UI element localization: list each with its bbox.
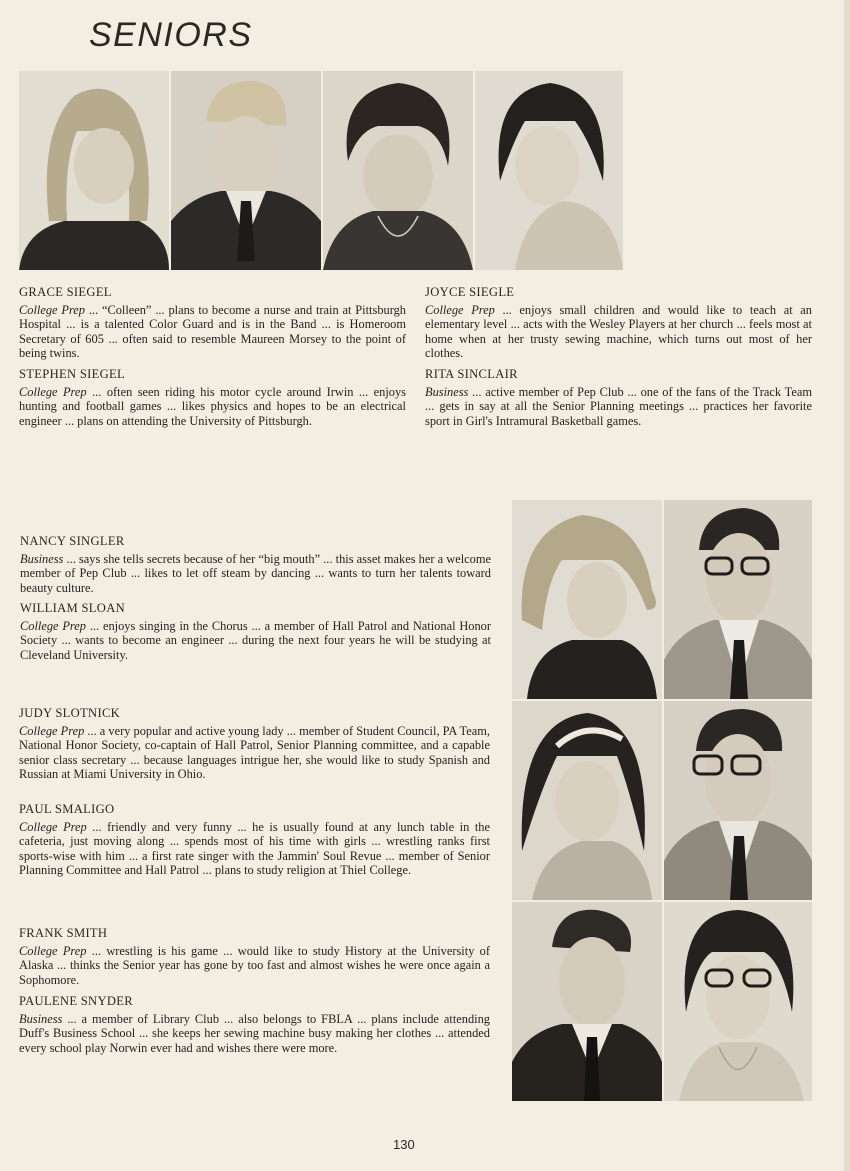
student-name: JUDY SLOTNICK bbox=[19, 706, 121, 720]
course-label: Business bbox=[425, 384, 469, 399]
student-entry-william-sloan bbox=[20, 601, 491, 662]
student-name: NANCY SINGLER bbox=[20, 534, 125, 548]
portrait-grace-siegel bbox=[19, 71, 169, 270]
student-entry-frank-smith bbox=[19, 926, 490, 987]
course-label: College Prep bbox=[19, 302, 85, 317]
portrait-rita-sinclair bbox=[475, 71, 623, 270]
student-details: ... often seen riding his motor cycle around Irwin ... enjoys hunting and football games ... likes physics and hopes to be an electrical engineer ... plans on attending the University of Pittsburgh. bbox=[19, 384, 406, 428]
portrait-paulene-snyder bbox=[664, 902, 812, 1101]
portrait-stephen-siegel bbox=[171, 71, 321, 270]
student-name: STEPHEN SIEGEL bbox=[19, 367, 125, 381]
portrait-frank-smith bbox=[512, 902, 662, 1101]
student-details: ... a member of Library Club ... also belongs to FBLA ... plans include attending Duff's Business School ... she keeps her sewing machine busy making her clothes ... attended every school play Norwin ever had and wishes there were more. bbox=[19, 1011, 490, 1055]
portrait-william-sloan bbox=[664, 500, 812, 699]
student-details: ... friendly and very funny ... he is usually found at any lunch table in the cafeteria, just moving along ... spends most of his time with girls ... wrestling ranks first sports-wise with him ... a first rate singer with the Jammin' Soul Revue ... member of Senior Planning Committee and Hall Patrol ... plans to study religion at Thiel College. bbox=[19, 819, 490, 878]
student-entry-paul-smaligo bbox=[19, 802, 490, 878]
student-description bbox=[19, 303, 406, 361]
student-entry-joyce-siegle bbox=[425, 285, 812, 361]
portrait-nancy-singler bbox=[512, 500, 662, 699]
student-description bbox=[20, 619, 491, 663]
student-details: ... wrestling is his game ... would like to study History at the University of Alaska ... thinks the Senior year has gone by too fast and almost wishes he were once again a Sophomore. bbox=[19, 943, 491, 987]
student-details: ... “Colleen” ... plans to become a nurse and train at Pittsburgh Hospital ... is a talented Color Guard and is in the Band ... is Homeroom Secretary of 605 ... often said to resemble Maureen Morsey to the point of being twins. bbox=[19, 302, 406, 361]
student-name: JOYCE SIEGLE bbox=[425, 285, 515, 299]
student-details: ... enjoys singing in the Chorus ... a member of Hall Patrol and National Honor Society ... wants to become an engineer ... during the next four years he will be studying at Cleveland University. bbox=[20, 618, 491, 662]
portrait-joyce-siegle bbox=[323, 71, 473, 270]
student-entry-rita-sinclair bbox=[425, 367, 812, 428]
student-details: ... active member of Pep Club ... one of the fans of the Track Team ... gets in say at all the Senior Planning meetings ... practices her favorite sport in Girl's Intramural Basketball games. bbox=[425, 384, 812, 428]
student-description bbox=[19, 724, 490, 782]
student-entry-stephen-siegel bbox=[19, 367, 406, 428]
page-edge bbox=[844, 0, 850, 1171]
student-entry-nancy-singler bbox=[20, 534, 491, 595]
student-name: PAUL SMALIGO bbox=[19, 802, 115, 816]
page-number: 130 bbox=[393, 1137, 415, 1152]
student-name: RITA SINCLAIR bbox=[425, 367, 518, 381]
student-name: GRACE SIEGEL bbox=[19, 285, 112, 299]
student-entry-grace-siegel bbox=[19, 285, 406, 361]
course-label: College Prep bbox=[19, 819, 87, 834]
course-label: Business bbox=[20, 551, 64, 566]
portrait-paul-smaligo bbox=[664, 701, 812, 900]
student-entry-judy-slotnick bbox=[19, 706, 490, 782]
student-entry-paulene-snyder bbox=[19, 994, 490, 1055]
course-label: College Prep bbox=[19, 723, 85, 738]
student-description bbox=[19, 1012, 490, 1056]
course-label: Business bbox=[19, 1011, 63, 1026]
student-details: ... says she tells secrets because of her “big mouth” ... this asset makes her a welcome member of Pep Club ... likes to let off steam by dancing ... wants to turn her talents toward beauty culture. bbox=[20, 551, 491, 595]
student-description bbox=[19, 385, 406, 429]
student-description bbox=[20, 552, 491, 596]
student-description bbox=[425, 303, 812, 361]
student-description bbox=[19, 944, 490, 988]
course-label: College Prep bbox=[425, 302, 495, 317]
student-details: ... a very popular and active young lady ... member of Student Council, PA Team, National Honor Society, co-captain of Hall Patrol, Senior Planning committee, and a capable senior class secretary ... because languages intrigue her, she would like to study Spanish and Russian at Miami University in Ohio. bbox=[19, 723, 490, 782]
course-label: College Prep bbox=[20, 618, 86, 633]
course-label: College Prep bbox=[19, 384, 87, 399]
student-details: ... enjoys small children and would like to teach at an elementary level ... acts with the Wesley Players at her church ... feels most at home when at her trusty sewing machine, which turns out most of her clothes. bbox=[425, 302, 812, 361]
student-description bbox=[19, 820, 490, 878]
student-name: FRANK SMITH bbox=[19, 926, 108, 940]
portrait-judy-slotnick bbox=[512, 701, 662, 900]
student-description bbox=[425, 385, 812, 429]
page-title: SENIORS bbox=[89, 16, 253, 54]
student-name: WILLIAM SLOAN bbox=[20, 601, 125, 615]
student-name: PAULENE SNYDER bbox=[19, 994, 133, 1008]
course-label: College Prep bbox=[19, 943, 87, 958]
